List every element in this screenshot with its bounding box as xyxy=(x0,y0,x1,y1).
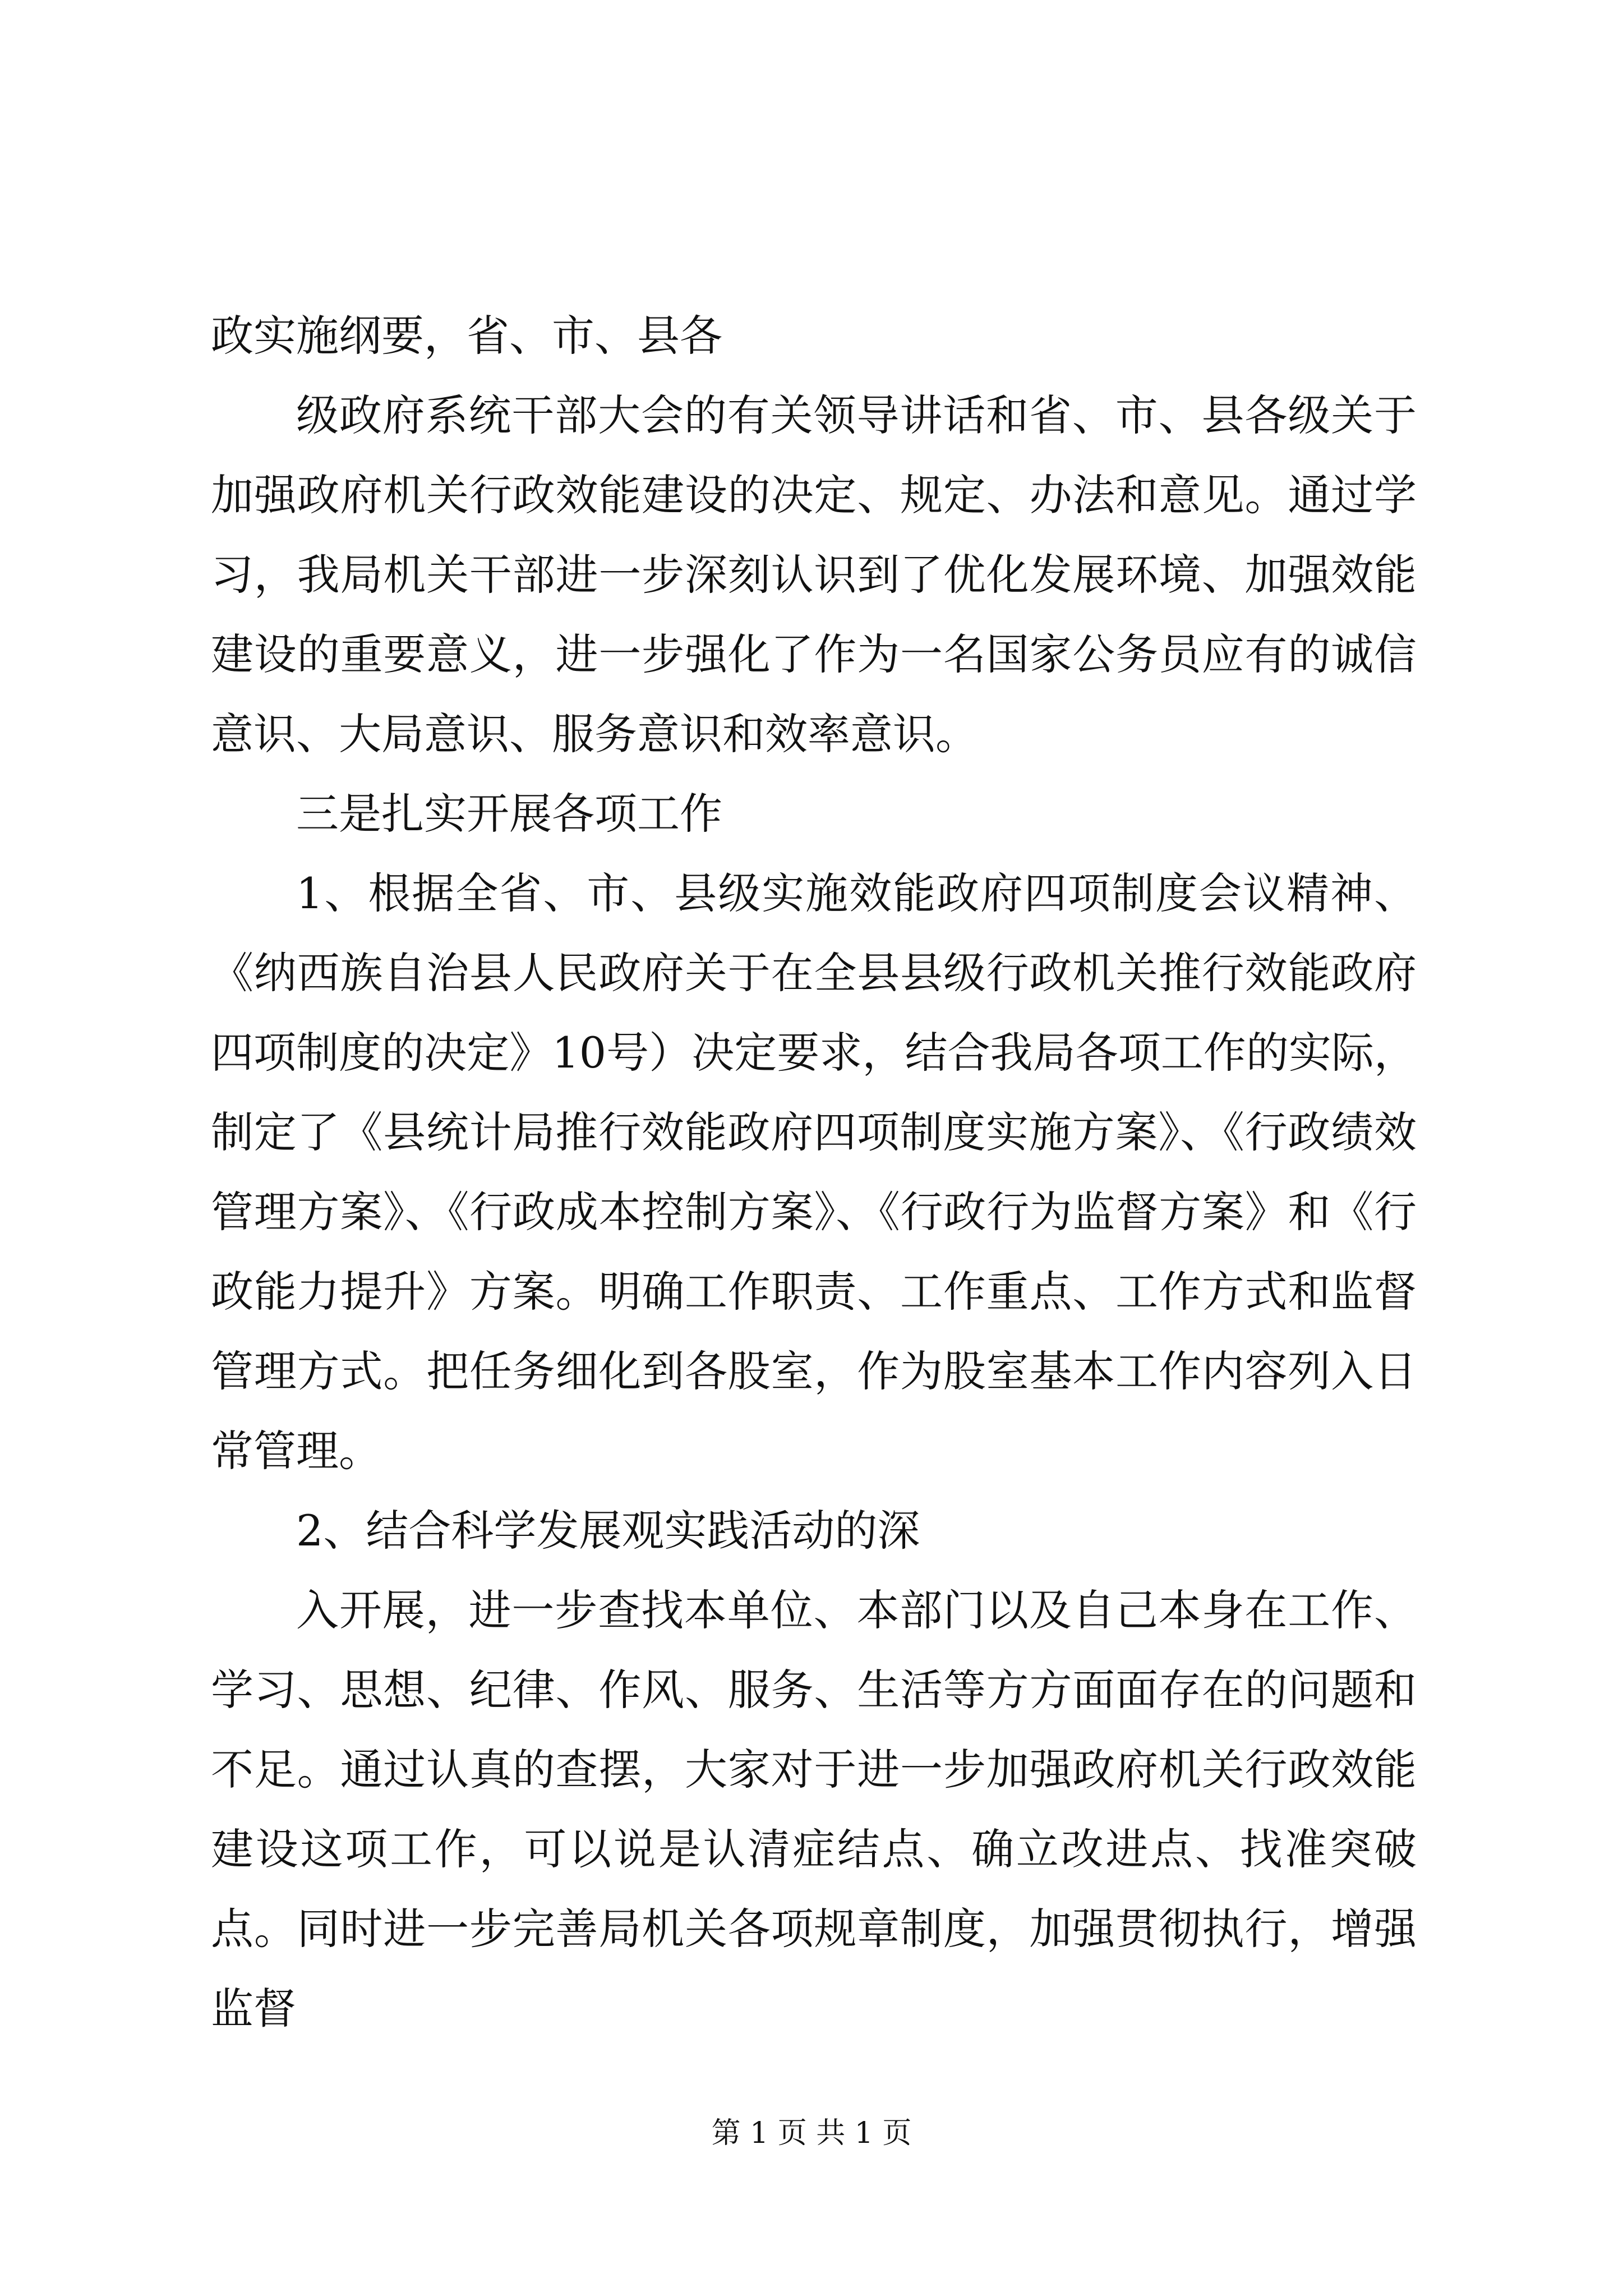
paragraph-1: 政实施纲要，省、市、县各 xyxy=(211,311,722,361)
paragraph-6: 入开展，进一步查找本单位、本部门以及自己本身在工作、学习、思想、纪律、作风、服务、生活等方方面面存在的问题和不足。通过认真的查摆，大家对于进一步加强政府机关行政效能建设这项工作，可以说是认清症结点、确立改进点、找准突破点。同时进一步完善局机关各项规章制度，加强贯彻执行，增强监督 xyxy=(211,1585,1417,2033)
paragraph-3-heading: 三是扎实开展各项工作 xyxy=(296,789,722,839)
paragraph-5: 2、结合科学发展观实践活动的深 xyxy=(296,1506,920,1556)
paragraph-2: 级政府系统干部大会的有关领导讲话和省、市、县各级关于加强政府机关行政效能建设的决定、规定、办法和意见。通过学习，我局机关干部进一步深刻认识到了优化发展环境、加强效能建设的重要意义，进一步强化了作为一名国家公务员应有的诚信意识、大局意识、服务意识和效率意识。 xyxy=(211,390,1417,759)
paragraph-4: 1、根据全省、市、县级实施效能政府四项制度会议精神、《纳西族自治县人民政府关于在全县县级行政机关推行效能政府四项制度的决定》10号）决定要求，结合我局各项工作的实际，制定了《县统计局推行效能政府四项制度实施方案》、《行政绩效管理方案》、《行政成本控制方案》、《行政行为监督方案》和《行政能力提升》方案。明确工作职责、工作重点、工作方式和监督管理方式。把任务细化到各股室，作为股室基本工作内容列入日常管理。 xyxy=(211,868,1417,1476)
page-footer: 第 1 页 共 1 页 xyxy=(711,2116,912,2150)
document-body xyxy=(211,296,1417,2049)
